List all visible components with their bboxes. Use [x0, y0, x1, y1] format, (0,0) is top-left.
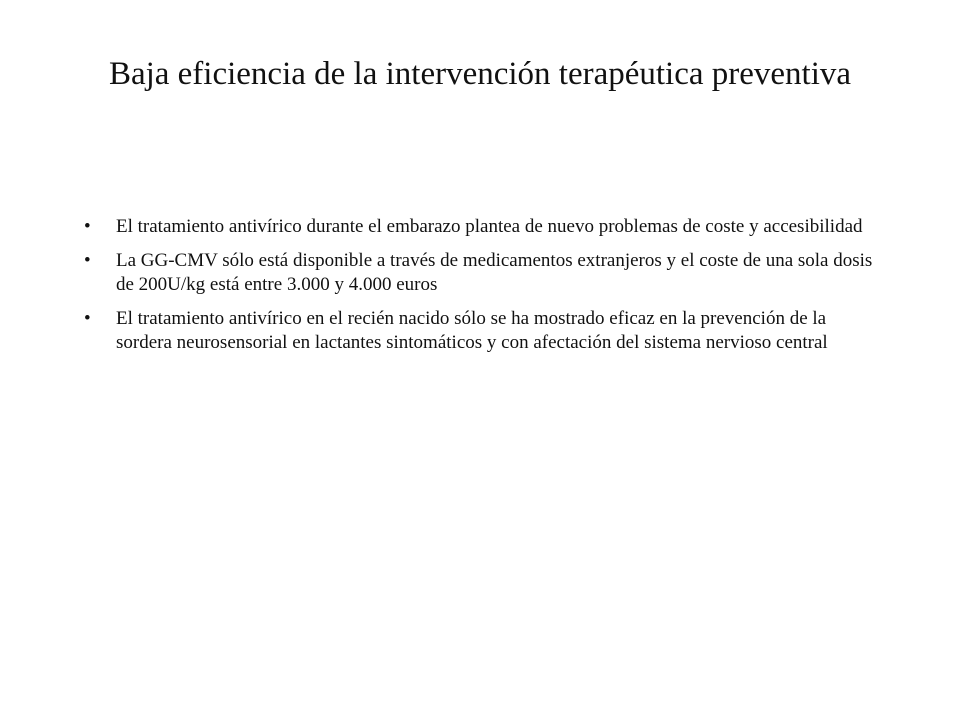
bullet-dot-icon: •: [84, 216, 91, 237]
bullet-item: [76, 215, 876, 239]
bullet-item: [76, 249, 876, 297]
bullet-text: El tratamiento antivírico en el recién nacido sólo se ha mostrado eficaz en la prevención de la sordera neurosensorial en lactantes sintomáticos y con afectación del sistema nervioso central: [116, 308, 828, 353]
bullet-dot-icon: •: [84, 250, 91, 271]
bullet-item: [76, 307, 876, 355]
bullet-text: El tratamiento antivírico durante el embarazo plantea de nuevo problemas de coste y accesibilidad: [116, 216, 863, 237]
bullet-list: [76, 215, 876, 365]
bullet-dot-icon: •: [84, 308, 91, 329]
slide-title: Baja eficiencia de la intervención terapéutica preventiva: [108, 56, 852, 92]
bullet-text: La GG-CMV sólo está disponible a través de medicamentos extranjeros y el coste de una sola dosis de 200U/kg está entre 3.000 y 4.000 euros: [116, 250, 873, 295]
